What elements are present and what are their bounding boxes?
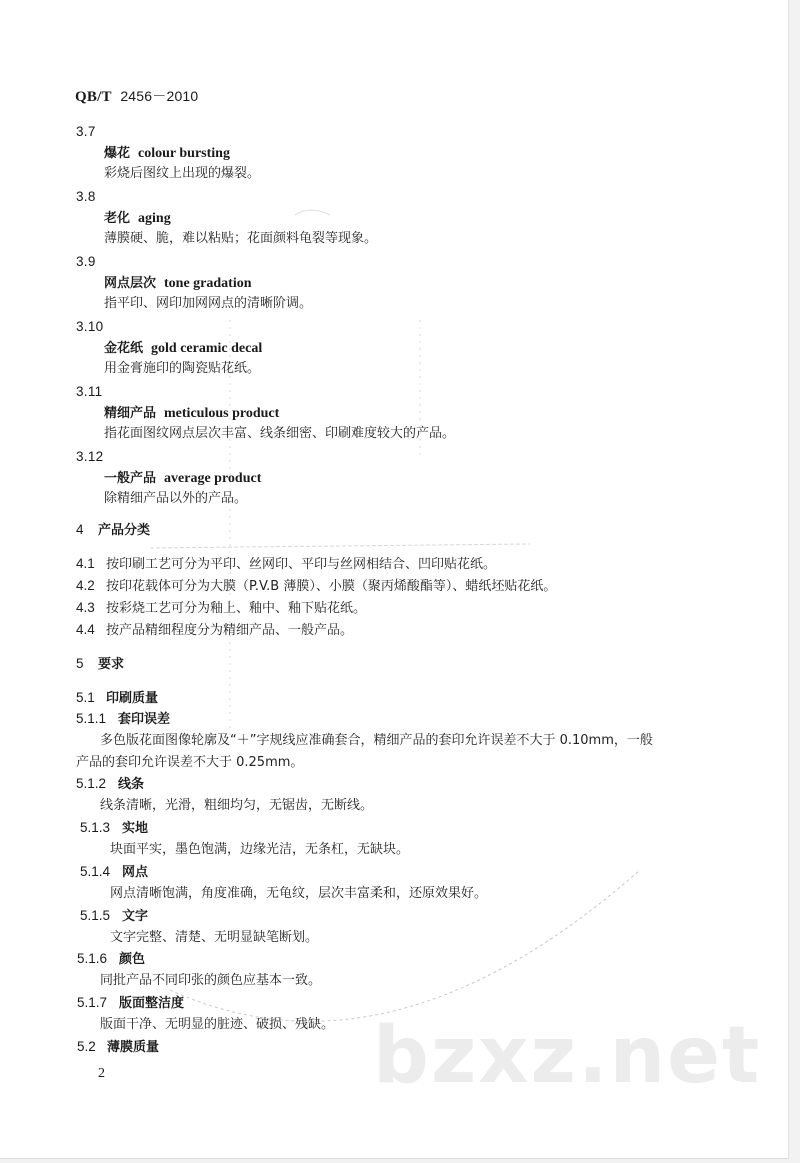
clause-item — [76, 556, 496, 573]
subsection-heading — [76, 690, 158, 707]
term-number: 3.11 — [76, 384, 103, 399]
term-en: aging — [138, 211, 171, 226]
clause-number: 5.1.6 — [77, 951, 108, 966]
clause-number: 4.3 — [76, 600, 95, 615]
section-heading — [76, 522, 150, 539]
clause-text: 同批产品不同印张的颜色应基本一致。 — [100, 973, 322, 988]
clause-text-continued: 产品的套印允许误差不大于 0.25mm。 — [76, 755, 304, 770]
term-cn: 老化 — [104, 211, 131, 226]
term-en: average product — [164, 471, 262, 486]
clause-heading — [80, 820, 148, 837]
clause-number: 5.1.1 — [76, 711, 107, 726]
term-definition: 指花面图纹网点层次丰富、线条细密、印刷难度较大的产品。 — [104, 426, 456, 441]
term-definition: 用金膏施印的陶瓷贴花纸。 — [104, 361, 261, 376]
clause-text: 网点清晰饱满，角度准确，无龟纹，层次丰富柔和，还原效果好。 — [110, 886, 488, 901]
clause-title: 版面整洁度 — [119, 996, 185, 1011]
standard-code: QB/T — [75, 89, 112, 105]
term-number: 3.12 — [76, 449, 104, 464]
term-heading — [104, 406, 279, 422]
clause-heading — [80, 908, 148, 925]
term-en: colour bursting — [138, 146, 230, 161]
term-heading — [104, 276, 252, 292]
section-title: 产品分类 — [98, 523, 151, 538]
clause-item — [76, 622, 353, 639]
clause-title: 文字 — [122, 909, 149, 924]
subsection-title: 印刷质量 — [106, 691, 159, 706]
clause-heading — [76, 711, 170, 728]
term-heading — [104, 471, 261, 487]
clause-number: 5.1.4 — [80, 864, 111, 879]
standard-header — [75, 86, 198, 106]
clause-heading — [77, 951, 145, 968]
clause-title: 套印误差 — [118, 712, 171, 727]
subsection-heading — [77, 1039, 159, 1056]
page-number: 2 — [98, 1066, 105, 1081]
subsection-number: 5.2 — [77, 1039, 96, 1054]
clause-heading — [76, 776, 144, 793]
term-cn: 金花纸 — [104, 341, 144, 356]
term-heading — [104, 341, 262, 357]
clause-number: 5.1.7 — [77, 995, 108, 1010]
clause-title: 颜色 — [119, 952, 146, 967]
section-number: 4 — [76, 522, 84, 537]
term-en: meticulous product — [164, 406, 280, 421]
term-number: 3.7 — [76, 124, 96, 139]
term-heading — [104, 211, 171, 227]
clause-text: 按印花载体可分为大膜（P.V.B 薄膜）、小膜（聚丙烯酸酯等）、蜡纸坯贴花纸。 — [106, 579, 557, 594]
clause-number: 4.4 — [76, 622, 95, 637]
term-number: 3.8 — [76, 189, 96, 204]
term-cn: 爆花 — [104, 146, 131, 161]
clause-number: 5.1.3 — [80, 820, 111, 835]
clause-title: 线条 — [118, 777, 145, 792]
clause-heading — [80, 864, 148, 881]
term-number: 3.10 — [76, 319, 104, 334]
term-heading — [104, 146, 230, 162]
clause-text: 按印刷工艺可分为平印、丝网印、平印与丝网相结合、凹印贴花纸。 — [106, 557, 497, 572]
term-number: 3.9 — [76, 254, 96, 269]
standard-number: 2456－2010 — [120, 88, 199, 104]
subsection-number: 5.1 — [76, 690, 95, 705]
clause-item — [76, 600, 366, 617]
clause-heading — [77, 995, 184, 1012]
clause-title: 网点 — [122, 865, 149, 880]
clause-text: 线条清晰，光滑，粗细均匀，无锯齿，无断线。 — [100, 798, 374, 813]
section-title: 要求 — [98, 657, 125, 672]
term-definition: 除精细产品以外的产品。 — [104, 491, 248, 506]
clause-title: 实地 — [122, 821, 149, 836]
subsection-title: 薄膜质量 — [107, 1040, 160, 1055]
term-cn: 网点层次 — [104, 276, 157, 291]
clause-number: 5.1.5 — [80, 908, 111, 923]
term-cn: 精细产品 — [104, 406, 157, 421]
clause-text: 多色版花面图像轮廓及“＋”字规线应准确套合，精细产品的套印允许误差不大于 0.10mm，一般 — [100, 733, 653, 748]
clause-number: 4.1 — [76, 556, 95, 571]
term-definition: 指平印、网印加网网点的清晰阶调。 — [104, 296, 313, 311]
term-cn: 一般产品 — [104, 471, 157, 486]
clause-text: 文字完整、清楚、无明显缺笔断划。 — [110, 930, 319, 945]
term-en: tone gradation — [164, 276, 252, 291]
clause-text: 按彩烧工艺可分为釉上、釉中、釉下贴花纸。 — [106, 601, 367, 616]
term-definition: 彩烧后图纹上出现的爆裂。 — [104, 166, 261, 181]
clause-item — [76, 578, 556, 595]
term-en: gold ceramic decal — [151, 341, 263, 356]
section-heading — [76, 656, 124, 673]
clause-number: 4.2 — [76, 578, 95, 593]
clause-text: 版面干净、无明显的脏迹、破损、残缺。 — [100, 1017, 335, 1032]
clause-number: 5.1.2 — [76, 776, 107, 791]
clause-text: 块面平实，墨色饱满，边缘光洁，无条杠，无缺块。 — [110, 842, 410, 857]
term-definition: 薄膜硬、脆，难以粘贴；花面颜料龟裂等现象。 — [104, 231, 378, 246]
watermark: bzxz.net — [373, 1011, 762, 1101]
section-number: 5 — [76, 656, 84, 671]
clause-text: 按产品精细程度分为精细产品、一般产品。 — [106, 623, 354, 638]
